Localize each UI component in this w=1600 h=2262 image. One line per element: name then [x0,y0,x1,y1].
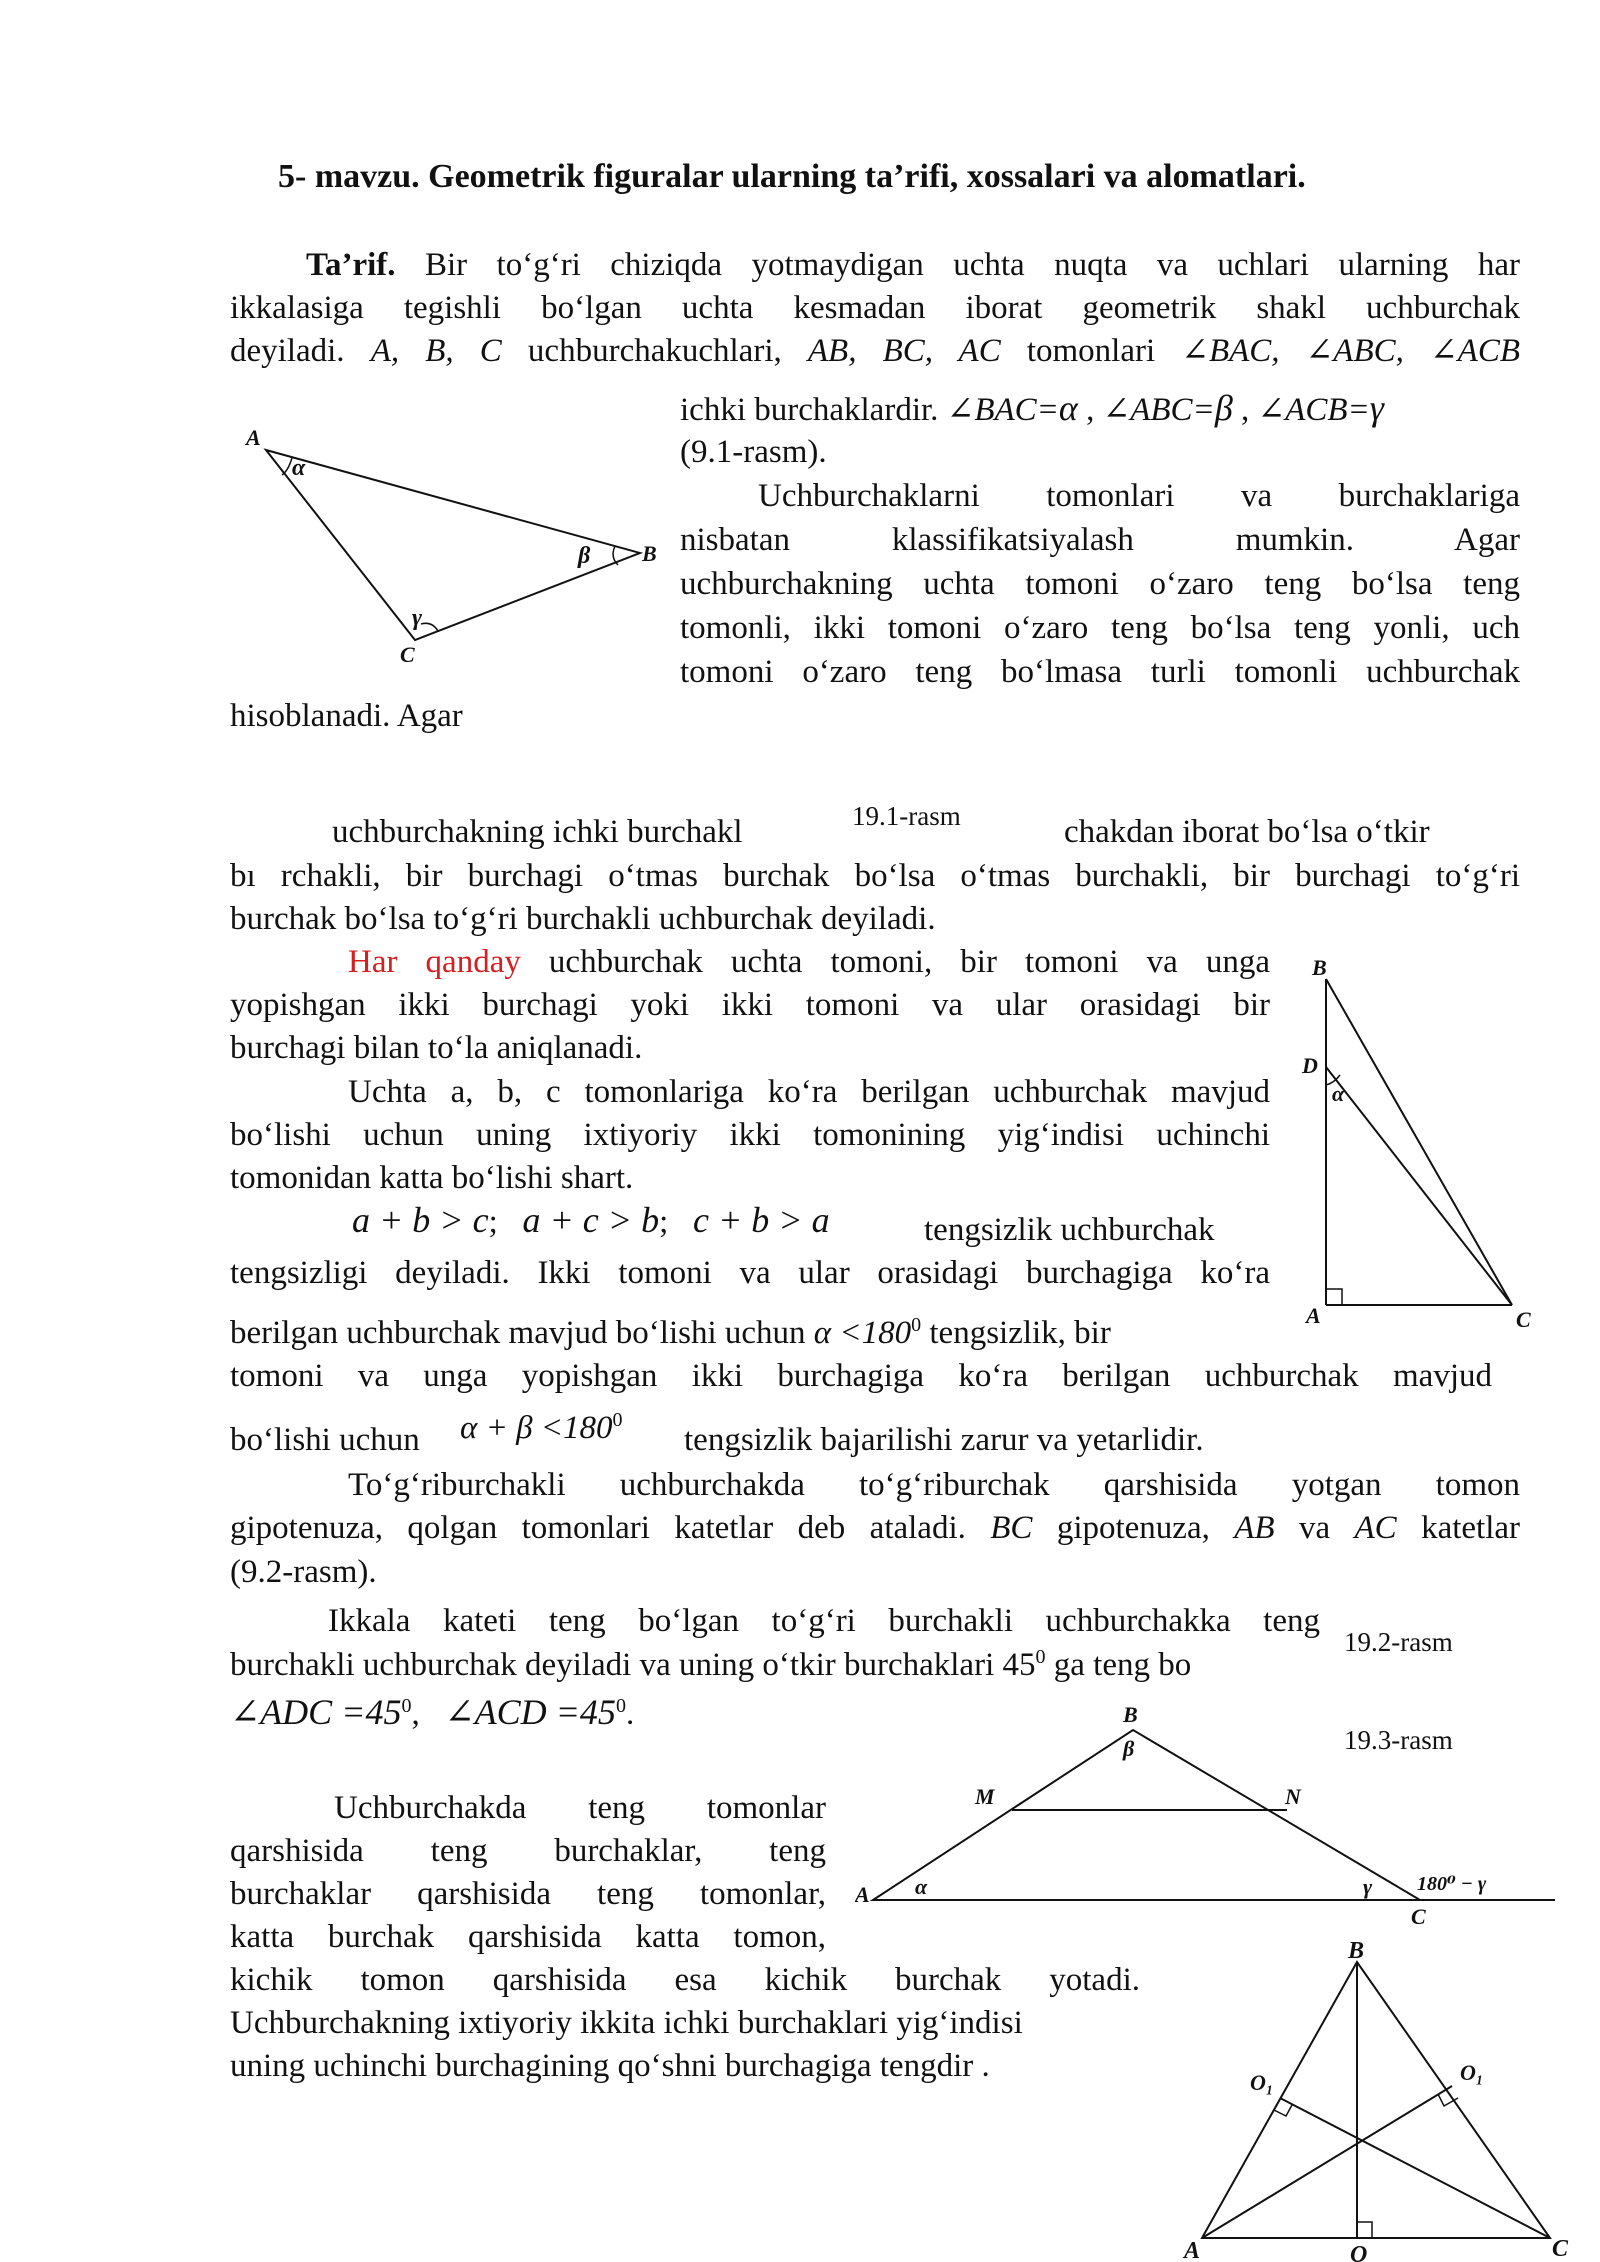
p2-line-1-right: chakdan iborat bo‘lsa o‘tkir [1064,814,1430,850]
math-acd-45: ∠ACD =45 [444,1692,616,1732]
fig3-label-a: A [855,1882,870,1907]
math-alpha-beta-lt-180: α + β <180 [460,1410,613,1446]
fig4-label-a: A [1184,2238,1201,2262]
fig2-label-c: C [1516,1307,1531,1332]
fig2-label-d: D [1302,1053,1318,1078]
figure-19-2 [1290,955,1550,1335]
fig4-label-o: O [1350,2242,1368,2262]
fig1-label-c: C [400,642,415,667]
p4-line-2: bo‘lishi uchun uning ixtiyoriy ikki tomonining yig‘indisi uchinchi [230,1117,1270,1153]
page-title: 5- mavzu. Geometrik figuralar ularning ta’rifi, xossalari va alomatlari. [278,158,1306,195]
p1-line-10: tomoni o‘zaro teng bo‘lmasa turli tomonli uchburchak [680,654,1520,690]
p1-line-3: deyiladi. A, B, C uchburchakuchlari, AB, BC, AC tomonlari ∠BAC, ∠ABC, ∠ACB [230,333,1520,369]
p1-line-7: nisbatan klassifikatsiyalash mumkin. Agar [680,522,1520,558]
fig1-label-b: B [642,541,657,566]
p4-line-8-b: tengsizlik bajarilishi zarur va yetarlidir. [684,1422,1204,1458]
caption-19-2: 19.2-rasm [1344,1627,1453,1657]
p4-line-6: berilgan uchburchak mavjud bo‘lishi uchun $\alpha <180^0$ tengsizlik, bir [230,1314,1111,1351]
p1-line-5: (9.1-rasm). [680,434,827,470]
p7-line-7: uning uchinchi burchagining qo‘shni burchagiga tengdir . [230,2048,990,2084]
p7-line-6: Uchburchakning ixtiyoriy ikkita ichki burchaklari yig‘indisi [230,2005,1023,2041]
p5-line-1: To‘g‘riburchakli uchburchakda to‘g‘riburchak qarshisida yotgan tomon [348,1467,1520,1503]
highlight-text: Har qanday [348,944,521,980]
p6-math: ∠ADC $=45^0$, ∠ACD $=45^0$. [230,1692,635,1732]
fig4-label-o1-right: O₁ [1460,2060,1484,2085]
definition-label: Ta’rif. [306,247,396,283]
p4-line-1: Uchta a, b, c tomonlariga ko‘ra berilgan uchburchak mavjud [348,1074,1270,1110]
fig3-beta: β [1123,1736,1135,1761]
p7-line-1: Uchburchakda teng tomonlar [334,1790,826,1826]
fig3-label-n: N [1285,1784,1301,1809]
p7-line-5: kichik tomon qarshisida esa kichik burchak yotadi. [230,1962,1140,1998]
caption-19-1: 19.1-rasm [852,801,961,831]
p4-line-3: tomonidan katta bo‘lishi shart. [230,1160,634,1196]
p4-line-8-math: $\alpha + \beta <180^0$ [460,1409,623,1446]
fig3-label-b: B [1123,1702,1138,1727]
p1-line-11: hisoblanadi. Agar [230,698,463,734]
p4-inequalities: a + b > c; a + c > b; c + b > a [352,1200,830,1240]
p4-line-4-rest: tengsizlik uchburchak [924,1212,1215,1248]
fig4-label-b: B [1348,1940,1365,1964]
fig1-beta: β [578,543,591,569]
inequality-1: a + b > c [352,1200,489,1240]
fig3-alpha: α [915,1874,928,1899]
p6-line-1: Ikkala kateti teng bo‘lgan to‘g‘ri burchakli uchburchakka teng [328,1603,1320,1639]
p5-line-3: (9.2-rasm). [230,1554,377,1590]
p2-line-2: bı rchakli, bir burchagi o‘tmas burchak bo‘lsa o‘tmas burchakli, bir burchagi to‘g‘ri [230,858,1520,894]
inequality-2: a + c > b [522,1200,660,1240]
caption-19-3: 19.3-rasm [1344,1725,1453,1755]
math-alpha-lt-180: α <180 [813,1315,912,1351]
p7-line-4: katta burchak qarshisida katta tomon, [230,1919,826,1955]
figure-triangle-altitudes [1180,1940,1580,2262]
p1-line-6: Uchburchaklarni tomonlari va burchaklariga [758,478,1520,514]
p3-line-1: Har qanday uchburchak uchta tomoni, bir tomoni va unga [348,944,1270,980]
fig1-gamma: γ [412,605,422,631]
p2-line-1-left: uchburchakning ichki burchakl [332,814,743,850]
fig2-alpha: α [1332,1081,1345,1106]
p4-line-8-a: bo‘lishi uchun [230,1422,420,1458]
math-adc-45: ∠ADC =45 [230,1692,402,1732]
fig4-label-o1-left: O₁ [1250,2070,1274,2095]
p1-line-8: uchburchakning uchta tomoni o‘zaro teng bo‘lsa teng [680,566,1520,602]
fig4-label-c: C [1552,2236,1569,2262]
fig2-label-a: A [1306,1303,1321,1328]
p4-line-7: tomoni va unga yopishgan ikki burchagiga ko‘ra berilgan uchburchak mavjud [230,1358,1492,1394]
inequality-3: c + b > a [693,1200,830,1240]
p1-line-2: ikkalasiga tegishli bo‘lgan uchta kesmadan iborat geometrik shakl uchburchak [230,290,1520,326]
p5-line-2: gipotenuza, qolgan tomonlari katetlar deb ataladi. BC gipotenuza, AB va AC katetlar [230,1510,1521,1546]
fig1-alpha: α [292,455,306,481]
fig3-exterior: 180⁰ − γ [1417,1873,1487,1895]
p4-line-5: tengsizligi deyiladi. Ikki tomoni va ular orasidagi burchagiga ko‘ra [230,1255,1270,1291]
p7-line-2: qarshisida teng burchaklar, teng [230,1833,826,1869]
fig3-label-c: C [1411,1904,1426,1929]
p1-line-1: Ta’rif. Bir to‘g‘ri chiziqda yotmaydigan uchta nuqta va uchlari ularning har [306,247,1520,283]
p6-line-2: burchakli uchburchak deyiladi va uning o‘tkir burchaklari $45^0$ ga teng bo [230,1646,1192,1683]
p1-line-4: ichki burchaklardir. ∠BAC=α , ∠ABC=β , ∠ACB=γ [680,388,1384,428]
fig3-label-m: M [975,1784,995,1809]
p2-line-3: burchak bo‘lsa to‘g‘ri burchakli uchburchak deyiladi. [230,901,936,937]
fig3-gamma: γ [1363,1874,1373,1899]
p1-line-9: tomonli, ikki tomoni o‘zaro teng bo‘lsa teng yonli, uch [680,610,1520,646]
p3-line-2: yopishgan ikki burchagi yoki ikki tomoni va ular orasidagi bir [230,987,1270,1023]
figure-19-3 [855,1690,1560,1930]
fig1-label-a: A [246,425,261,450]
figure-19-1 [240,425,670,675]
fig2-label-b: B [1312,955,1327,980]
p3-line-3: burchagi bilan to‘la aniqlanadi. [230,1030,643,1066]
p7-line-3: burchaklar qarshisida teng tomonlar, [230,1876,826,1912]
